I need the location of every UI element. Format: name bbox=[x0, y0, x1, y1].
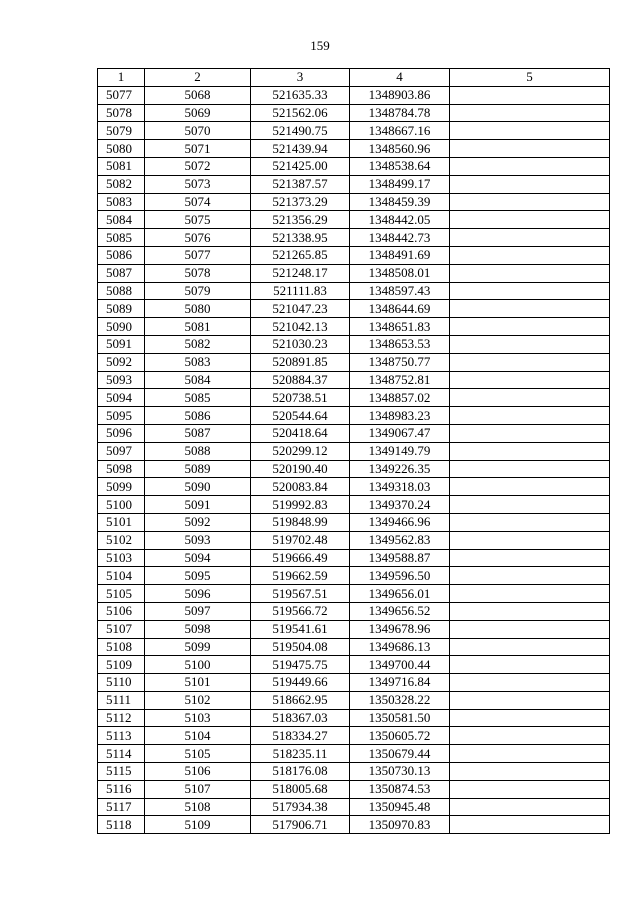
table-row bbox=[98, 282, 610, 300]
table-cell-col3: 521265.85 bbox=[251, 246, 350, 264]
table-cell-col4: 1349656.52 bbox=[350, 602, 450, 620]
table-cell-col5 bbox=[450, 175, 610, 193]
column-header-4: 4 bbox=[350, 69, 450, 87]
table-cell-col3: 521338.95 bbox=[251, 229, 350, 247]
table-cell-col3: 519449.66 bbox=[251, 674, 350, 692]
table-cell-col4: 1348903.86 bbox=[350, 86, 450, 104]
table-cell-col4: 1350581.50 bbox=[350, 709, 450, 727]
table-cell-col4: 1348644.69 bbox=[350, 300, 450, 318]
table-cell-col3: 519992.83 bbox=[251, 496, 350, 514]
table-cell-col2: 5087 bbox=[145, 424, 251, 442]
table-cell-col5 bbox=[450, 246, 610, 264]
table-cell-col4: 1348459.39 bbox=[350, 193, 450, 211]
table-cell-col1: 5112 bbox=[98, 709, 145, 727]
table-cell-col4: 1350945.48 bbox=[350, 798, 450, 816]
table-cell-col5 bbox=[450, 638, 610, 656]
table-cell-col4: 1349656.01 bbox=[350, 585, 450, 603]
table-cell-col5 bbox=[450, 691, 610, 709]
table-cell-col1: 5100 bbox=[98, 496, 145, 514]
table-row bbox=[98, 211, 610, 229]
table-cell-col2: 5102 bbox=[145, 691, 251, 709]
table-cell-col2: 5081 bbox=[145, 318, 251, 336]
table-cell-col2: 5109 bbox=[145, 816, 251, 834]
table-cell-col1: 5110 bbox=[98, 674, 145, 692]
table-cell-col4: 1349686.13 bbox=[350, 638, 450, 656]
table-row bbox=[98, 816, 610, 834]
table-cell-col2: 5085 bbox=[145, 389, 251, 407]
table-row bbox=[98, 246, 610, 264]
table-cell-col5 bbox=[450, 353, 610, 371]
table-cell-col4: 1348752.81 bbox=[350, 371, 450, 389]
table-cell-col5 bbox=[450, 371, 610, 389]
table-cell-col1: 5096 bbox=[98, 424, 145, 442]
table-cell-col3: 519666.49 bbox=[251, 549, 350, 567]
table-cell-col2: 5095 bbox=[145, 567, 251, 585]
table-cell-col2: 5097 bbox=[145, 602, 251, 620]
table-cell-col2: 5101 bbox=[145, 674, 251, 692]
table-cell-col3: 518005.68 bbox=[251, 780, 350, 798]
table-cell-col4: 1350874.53 bbox=[350, 780, 450, 798]
table-row bbox=[98, 620, 610, 638]
table-cell-col1: 5088 bbox=[98, 282, 145, 300]
table-cell-col3: 520083.84 bbox=[251, 478, 350, 496]
table-cell-col2: 5108 bbox=[145, 798, 251, 816]
table-row bbox=[98, 424, 610, 442]
table-cell-col2: 5077 bbox=[145, 246, 251, 264]
table-cell-col2: 5105 bbox=[145, 745, 251, 763]
table-row bbox=[98, 656, 610, 674]
page-number: 159 bbox=[310, 38, 330, 53]
table-cell-col5 bbox=[450, 478, 610, 496]
table-cell-col5 bbox=[450, 763, 610, 781]
table-cell-col1: 5099 bbox=[98, 478, 145, 496]
table-cell-col1: 5106 bbox=[98, 602, 145, 620]
table-cell-col5 bbox=[450, 460, 610, 478]
table-row bbox=[98, 460, 610, 478]
table-cell-col1: 5108 bbox=[98, 638, 145, 656]
column-header-1: 1 bbox=[98, 69, 145, 87]
table-row bbox=[98, 638, 610, 656]
table-cell-col1: 5086 bbox=[98, 246, 145, 264]
table-cell-col5 bbox=[450, 157, 610, 175]
table-cell-col2: 5074 bbox=[145, 193, 251, 211]
table-cell-col3: 519541.61 bbox=[251, 620, 350, 638]
table-cell-col4: 1350605.72 bbox=[350, 727, 450, 745]
table-row bbox=[98, 727, 610, 745]
column-header-3: 3 bbox=[251, 69, 350, 87]
table-cell-col4: 1349700.44 bbox=[350, 656, 450, 674]
table-row bbox=[98, 157, 610, 175]
table-cell-col4: 1348491.69 bbox=[350, 246, 450, 264]
table-cell-col4: 1348597.43 bbox=[350, 282, 450, 300]
table-cell-col5 bbox=[450, 816, 610, 834]
table-cell-col2: 5072 bbox=[145, 157, 251, 175]
table-cell-col2: 5099 bbox=[145, 638, 251, 656]
table-row bbox=[98, 371, 610, 389]
table-cell-col3: 521042.13 bbox=[251, 318, 350, 336]
table-row bbox=[98, 353, 610, 371]
table-cell-col2: 5083 bbox=[145, 353, 251, 371]
table-cell-col1: 5102 bbox=[98, 531, 145, 549]
table-cell-col4: 1349562.83 bbox=[350, 531, 450, 549]
table-row bbox=[98, 140, 610, 158]
table-cell-col3: 520891.85 bbox=[251, 353, 350, 371]
table-cell-col2: 5071 bbox=[145, 140, 251, 158]
table-cell-col5 bbox=[450, 745, 610, 763]
table-cell-col2: 5092 bbox=[145, 513, 251, 531]
table-cell-col1: 5098 bbox=[98, 460, 145, 478]
table-cell-col2: 5100 bbox=[145, 656, 251, 674]
table-row bbox=[98, 335, 610, 353]
table-cell-col1: 5118 bbox=[98, 816, 145, 834]
table-cell-col5 bbox=[450, 335, 610, 353]
table-row bbox=[98, 496, 610, 514]
table-cell-col3: 520544.64 bbox=[251, 407, 350, 425]
table-cell-col3: 518176.08 bbox=[251, 763, 350, 781]
table-cell-col4: 1348508.01 bbox=[350, 264, 450, 282]
table-cell-col5 bbox=[450, 193, 610, 211]
table-row bbox=[98, 549, 610, 567]
table-row bbox=[98, 763, 610, 781]
table-row bbox=[98, 264, 610, 282]
table-cell-col3: 520299.12 bbox=[251, 442, 350, 460]
table-row bbox=[98, 745, 610, 763]
table-cell-col5 bbox=[450, 424, 610, 442]
table-cell-col1: 5083 bbox=[98, 193, 145, 211]
table-row bbox=[98, 674, 610, 692]
table-cell-col3: 521373.29 bbox=[251, 193, 350, 211]
table-row bbox=[98, 442, 610, 460]
table-cell-col3: 519848.99 bbox=[251, 513, 350, 531]
table-cell-col1: 5092 bbox=[98, 353, 145, 371]
table-cell-col1: 5084 bbox=[98, 211, 145, 229]
table-cell-col5 bbox=[450, 318, 610, 336]
table-cell-col4: 1348857.02 bbox=[350, 389, 450, 407]
table-row bbox=[98, 318, 610, 336]
table-cell-col2: 5096 bbox=[145, 585, 251, 603]
table-cell-col2: 5079 bbox=[145, 282, 251, 300]
table-row bbox=[98, 229, 610, 247]
table-cell-col3: 519567.51 bbox=[251, 585, 350, 603]
table-cell-col5 bbox=[450, 140, 610, 158]
table-row bbox=[98, 478, 610, 496]
table-cell-col3: 521425.00 bbox=[251, 157, 350, 175]
table-row bbox=[98, 122, 610, 140]
table-cell-col5 bbox=[450, 709, 610, 727]
table-cell-col2: 5069 bbox=[145, 104, 251, 122]
table-cell-col3: 520884.37 bbox=[251, 371, 350, 389]
table-cell-col5 bbox=[450, 780, 610, 798]
table-cell-col1: 5107 bbox=[98, 620, 145, 638]
table-cell-col1: 5082 bbox=[98, 175, 145, 193]
table-body bbox=[98, 86, 610, 833]
table-cell-col1: 5105 bbox=[98, 585, 145, 603]
table-cell-col2: 5082 bbox=[145, 335, 251, 353]
table-cell-col2: 5080 bbox=[145, 300, 251, 318]
table-cell-col4: 1349149.79 bbox=[350, 442, 450, 460]
table-cell-col5 bbox=[450, 211, 610, 229]
table-cell-col2: 5104 bbox=[145, 727, 251, 745]
table-cell-col1: 5077 bbox=[98, 86, 145, 104]
table-cell-col5 bbox=[450, 656, 610, 674]
table-cell-col3: 521248.17 bbox=[251, 264, 350, 282]
table-cell-col1: 5079 bbox=[98, 122, 145, 140]
table-row bbox=[98, 175, 610, 193]
table-cell-col1: 5113 bbox=[98, 727, 145, 745]
table-cell-col1: 5116 bbox=[98, 780, 145, 798]
table-cell-col1: 5087 bbox=[98, 264, 145, 282]
table-row bbox=[98, 86, 610, 104]
table-cell-col5 bbox=[450, 620, 610, 638]
table-cell-col1: 5089 bbox=[98, 300, 145, 318]
coordinates-table bbox=[97, 68, 610, 834]
table-cell-col4: 1348784.78 bbox=[350, 104, 450, 122]
table-cell-col2: 5088 bbox=[145, 442, 251, 460]
table-cell-col4: 1350328.22 bbox=[350, 691, 450, 709]
table-row bbox=[98, 193, 610, 211]
table-cell-col5 bbox=[450, 442, 610, 460]
table-cell-col5 bbox=[450, 727, 610, 745]
table-cell-col2: 5076 bbox=[145, 229, 251, 247]
table-cell-col1: 5109 bbox=[98, 656, 145, 674]
table-cell-col1: 5111 bbox=[98, 691, 145, 709]
table-cell-col2: 5089 bbox=[145, 460, 251, 478]
table-row bbox=[98, 104, 610, 122]
table-cell-col3: 521047.23 bbox=[251, 300, 350, 318]
table-cell-col3: 519566.72 bbox=[251, 602, 350, 620]
table-cell-col4: 1348750.77 bbox=[350, 353, 450, 371]
table-cell-col3: 521490.75 bbox=[251, 122, 350, 140]
table-cell-col4: 1349466.96 bbox=[350, 513, 450, 531]
table-row bbox=[98, 389, 610, 407]
table-cell-col1: 5081 bbox=[98, 157, 145, 175]
column-header-2: 2 bbox=[145, 69, 251, 87]
table-cell-col5 bbox=[450, 798, 610, 816]
table-cell-col4: 1348667.16 bbox=[350, 122, 450, 140]
table-cell-col2: 5098 bbox=[145, 620, 251, 638]
table-cell-col1: 5095 bbox=[98, 407, 145, 425]
table-row bbox=[98, 691, 610, 709]
table-cell-col2: 5090 bbox=[145, 478, 251, 496]
table-cell-col5 bbox=[450, 531, 610, 549]
table-row bbox=[98, 567, 610, 585]
table-cell-col5 bbox=[450, 496, 610, 514]
table-cell-col3: 518235.11 bbox=[251, 745, 350, 763]
table-row bbox=[98, 798, 610, 816]
table-cell-col1: 5094 bbox=[98, 389, 145, 407]
table-cell-col3: 519504.08 bbox=[251, 638, 350, 656]
table-cell-col2: 5084 bbox=[145, 371, 251, 389]
table-cell-col3: 520190.40 bbox=[251, 460, 350, 478]
table-cell-col5 bbox=[450, 389, 610, 407]
table-cell-col4: 1350970.83 bbox=[350, 816, 450, 834]
table-cell-col2: 5070 bbox=[145, 122, 251, 140]
table-cell-col3: 521439.94 bbox=[251, 140, 350, 158]
table-cell-col1: 5078 bbox=[98, 104, 145, 122]
table-cell-col5 bbox=[450, 282, 610, 300]
table-cell-col5 bbox=[450, 104, 610, 122]
table-cell-col1: 5093 bbox=[98, 371, 145, 389]
table-cell-col2: 5091 bbox=[145, 496, 251, 514]
table-cell-col2: 5094 bbox=[145, 549, 251, 567]
table-row bbox=[98, 513, 610, 531]
table-cell-col3: 519475.75 bbox=[251, 656, 350, 674]
table-cell-col1: 5115 bbox=[98, 763, 145, 781]
table-cell-col2: 5107 bbox=[145, 780, 251, 798]
table-cell-col3: 520418.64 bbox=[251, 424, 350, 442]
table-cell-col2: 5093 bbox=[145, 531, 251, 549]
table-cell-col1: 5085 bbox=[98, 229, 145, 247]
table-cell-col5 bbox=[450, 602, 610, 620]
table-cell-col4: 1348651.83 bbox=[350, 318, 450, 336]
table-cell-col4: 1348560.96 bbox=[350, 140, 450, 158]
table-cell-col5 bbox=[450, 674, 610, 692]
table-row bbox=[98, 780, 610, 798]
table-cell-col3: 521111.83 bbox=[251, 282, 350, 300]
table-cell-col3: 518367.03 bbox=[251, 709, 350, 727]
table-cell-col3: 521387.57 bbox=[251, 175, 350, 193]
table-cell-col5 bbox=[450, 549, 610, 567]
table-cell-col2: 5106 bbox=[145, 763, 251, 781]
table-cell-col3: 519662.59 bbox=[251, 567, 350, 585]
table-cell-col1: 5104 bbox=[98, 567, 145, 585]
table-cell-col1: 5114 bbox=[98, 745, 145, 763]
table-cell-col5 bbox=[450, 300, 610, 318]
table-cell-col1: 5103 bbox=[98, 549, 145, 567]
table-cell-col3: 520738.51 bbox=[251, 389, 350, 407]
table-cell-col1: 5091 bbox=[98, 335, 145, 353]
table-cell-col3: 521635.33 bbox=[251, 86, 350, 104]
table-cell-col4: 1349596.50 bbox=[350, 567, 450, 585]
table-cell-col2: 5068 bbox=[145, 86, 251, 104]
table-cell-col3: 521562.06 bbox=[251, 104, 350, 122]
table-cell-col1: 5080 bbox=[98, 140, 145, 158]
table-cell-col4: 1350679.44 bbox=[350, 745, 450, 763]
table-cell-col2: 5086 bbox=[145, 407, 251, 425]
table-cell-col1: 5090 bbox=[98, 318, 145, 336]
table-cell-col4: 1349226.35 bbox=[350, 460, 450, 478]
table-cell-col4: 1348442.05 bbox=[350, 211, 450, 229]
table-cell-col3: 519702.48 bbox=[251, 531, 350, 549]
table-cell-col3: 518662.95 bbox=[251, 691, 350, 709]
table-cell-col4: 1349678.96 bbox=[350, 620, 450, 638]
table-cell-col1: 5101 bbox=[98, 513, 145, 531]
table-cell-col5 bbox=[450, 264, 610, 282]
table-cell-col4: 1348538.64 bbox=[350, 157, 450, 175]
table-cell-col4: 1349588.87 bbox=[350, 549, 450, 567]
table-cell-col5 bbox=[450, 86, 610, 104]
table-row bbox=[98, 531, 610, 549]
table-row bbox=[98, 709, 610, 727]
table-row bbox=[98, 585, 610, 603]
table-cell-col1: 5117 bbox=[98, 798, 145, 816]
table-cell-col3: 517934.38 bbox=[251, 798, 350, 816]
table-cell-col1: 5097 bbox=[98, 442, 145, 460]
table-cell-col4: 1350730.13 bbox=[350, 763, 450, 781]
table-cell-col4: 1349370.24 bbox=[350, 496, 450, 514]
table-cell-col4: 1349716.84 bbox=[350, 674, 450, 692]
table-cell-col5 bbox=[450, 407, 610, 425]
table-cell-col2: 5103 bbox=[145, 709, 251, 727]
table-row bbox=[98, 300, 610, 318]
table-cell-col4: 1348442.73 bbox=[350, 229, 450, 247]
table-cell-col4: 1348499.17 bbox=[350, 175, 450, 193]
table-row bbox=[98, 407, 610, 425]
table-cell-col4: 1349318.03 bbox=[350, 478, 450, 496]
table-cell-col5 bbox=[450, 122, 610, 140]
table-cell-col3: 517906.71 bbox=[251, 816, 350, 834]
table-cell-col4: 1348983.23 bbox=[350, 407, 450, 425]
table-cell-col2: 5078 bbox=[145, 264, 251, 282]
table-row bbox=[98, 602, 610, 620]
table-cell-col4: 1349067.47 bbox=[350, 424, 450, 442]
table-cell-col5 bbox=[450, 513, 610, 531]
table-cell-col4: 1348653.53 bbox=[350, 335, 450, 353]
table-cell-col2: 5073 bbox=[145, 175, 251, 193]
table-header-row bbox=[98, 69, 610, 87]
table-cell-col5 bbox=[450, 229, 610, 247]
table-cell-col3: 521356.29 bbox=[251, 211, 350, 229]
table-cell-col3: 518334.27 bbox=[251, 727, 350, 745]
table-cell-col5 bbox=[450, 585, 610, 603]
table-cell-col5 bbox=[450, 567, 610, 585]
table-cell-col2: 5075 bbox=[145, 211, 251, 229]
table-cell-col3: 521030.23 bbox=[251, 335, 350, 353]
column-header-5: 5 bbox=[450, 69, 610, 87]
